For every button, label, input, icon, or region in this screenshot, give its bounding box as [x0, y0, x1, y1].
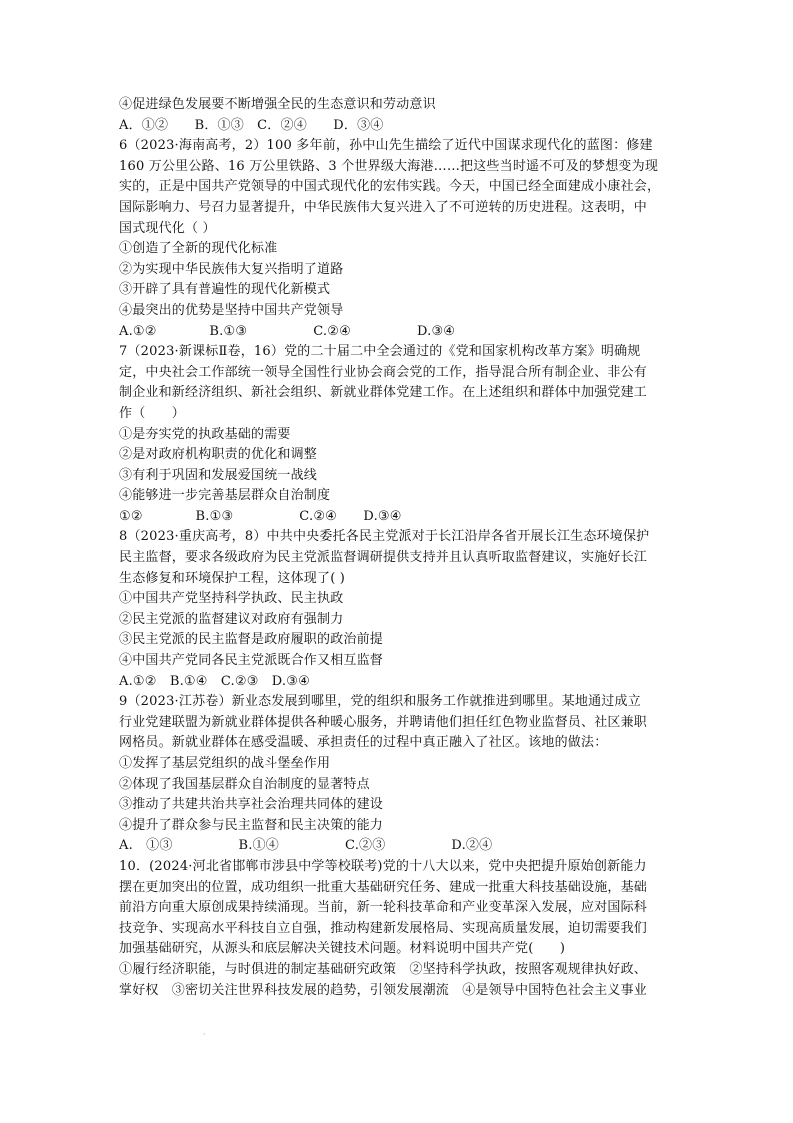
option-line: ③开辟了具有普遍性的现代化新模式 — [119, 282, 331, 298]
option-line: ③推动了共建共治共享社会治理共同体的建设 — [119, 797, 384, 813]
answer-choices: A. ①③ B.①④ C.②③ D.②④ — [119, 838, 493, 854]
answer-choices: A.①② B.①④ C.②③ D.③④ — [119, 673, 310, 689]
option-line: ①是夯实党的执政基础的需要 — [119, 426, 291, 442]
question-9-stem: 行业党建联盟为新就业群体提供各种暖心服务，并聘请他们担任红色物业监督员、社区兼职 — [119, 714, 648, 730]
option-line: ②为实现中华民族伟大复兴指明了道路 — [119, 261, 344, 277]
question-6-stem: 实的，正是中国共产党领导的中国式现代化的宏伟实践。今天，中国已经全面建成小康社会， — [119, 179, 661, 195]
option-line: ④能够进一步完善基层群众自治制度 — [119, 488, 331, 504]
question-6-stem: 国式现代化（ ） — [119, 220, 216, 236]
question-8-stem: 民主监督，要求各级政府为民主党派监督调研提供支持并且认真听取监督建议，实施好长江 — [119, 550, 648, 566]
option-line: ②民主党派的监督建议对政府有强制力 — [119, 611, 344, 627]
option-line: ④促进绿色发展要不断增强全民的生态意识和劳动意识 — [119, 97, 436, 112]
question-9-stem: 网格员。新就业群体在感受温暖、承担责任的过程中真正融入了社区。该地的做法： — [119, 735, 608, 751]
question-6-stem: 国际影响力、号召力显著提升，中华民族伟大复兴进入了不可逆转的历史进程。这表明，中 — [119, 199, 648, 215]
question-7-stem: 作（ ） — [119, 405, 186, 421]
answer-choices: A.①② B.①③ C.②④ D.③④ — [119, 323, 456, 339]
option-line: ①创造了全新的现代化标准 — [119, 241, 278, 257]
question-6-stem: 6（2023·海南高考，2）100 多年前，孙中山先生描绘了近代中国谋求现代化的蓝图：修建 — [119, 138, 653, 154]
question-text — [119, 95, 681, 1001]
answer-choices: A．①② B．①③ C．②④ D．③④ — [119, 117, 384, 133]
option-line: ④中国共产党同各民主党派既合作又相互监督 — [119, 653, 384, 669]
option-line: ③有利于巩固和发展爱国统一战线 — [119, 467, 318, 483]
option-line: ②是对政府机构职责的优化和调整 — [119, 447, 318, 463]
option-line: ④最突出的优势是坚持中国共产党领导 — [119, 302, 344, 318]
option-line: ①中国共产党坚持科学执政、民主执政 — [119, 591, 344, 607]
option-line: ④提升了群众参与民主监督和民主决策的能力 — [119, 817, 384, 833]
stray-mark: · — [203, 1030, 206, 1039]
question-8-stem: 8（2023·重庆高考，8）中共中央委托各民主党派对于长江沿岸各省开展长江生态环境保护 — [119, 529, 650, 545]
question-8-stem: 生态修复和环境保护工程，这体现了( ) — [119, 570, 346, 586]
option-line: ③民主党派的民主监督是政府履职的政治前提 — [119, 632, 384, 648]
question-10-stem: 10．(2024·河北省邯郸市涉县中学等校联考)党的十八大以来，党中央把提升原始创新能力 — [119, 858, 647, 874]
answer-choices: ①② B.①③ C.②④ D.③④ — [119, 508, 402, 524]
option-line: ②体现了我国基层群众自治制度的显著特点 — [119, 776, 370, 792]
question-9-stem: 9（2023·江苏卷）新业态发展到哪里，党的组织和服务工作就推进到哪里。某地通过成立 — [119, 694, 641, 710]
question-10-stem: 加强基础研究，从源头和底层解决关键技术问题。材料说明中国共产党( ) — [119, 941, 566, 957]
question-10-stem: 技竞争、实现高水平科技自立自强，推动构建新发展格局、实现高质量发展，迫切需要我们 — [119, 920, 648, 936]
option-line: 掌好权 ③密切关注世界科技发展的趋势，引领发展潮流 ④是领导中国特色社会主义事业 — [119, 982, 648, 998]
question-10-stem: 摆在更加突出的位置，成功组织一批重大基础研究任务、建成一批重大科技基础设施，基础 — [119, 879, 648, 895]
option-line: ①发挥了基层党组织的战斗堡垒作用 — [119, 756, 331, 771]
option-line: ①履行经济职能，与时俱进的制定基础研究政策 ②坚持科学执政，按照客观规律执好政、 — [119, 961, 648, 977]
question-6-stem: 160 万公里公路、16 万公里铁路、3 个世界级大海港……把这些当时遥不可及的梦想变为现 — [119, 158, 659, 174]
question-7-stem: 定，中央社会工作部统一领导全国性行业协会商会党的工作，指导混合所有制企业、非公有 — [119, 364, 648, 380]
question-10-stem: 前沿方向重大原创成果持续涌现。当前，新一轮科技革命和产业变革深入发展，应对国际科 — [119, 900, 648, 916]
question-7-stem: 7（2023·新课标Ⅱ卷，16）党的二十届二中全会通过的《党和国家机构改革方案》明确规 — [119, 344, 641, 360]
question-7-stem: 制企业和新经济组织、新社会组织、新就业群体党建工作。在上述组织和群体中加强党建工 — [119, 385, 648, 401]
